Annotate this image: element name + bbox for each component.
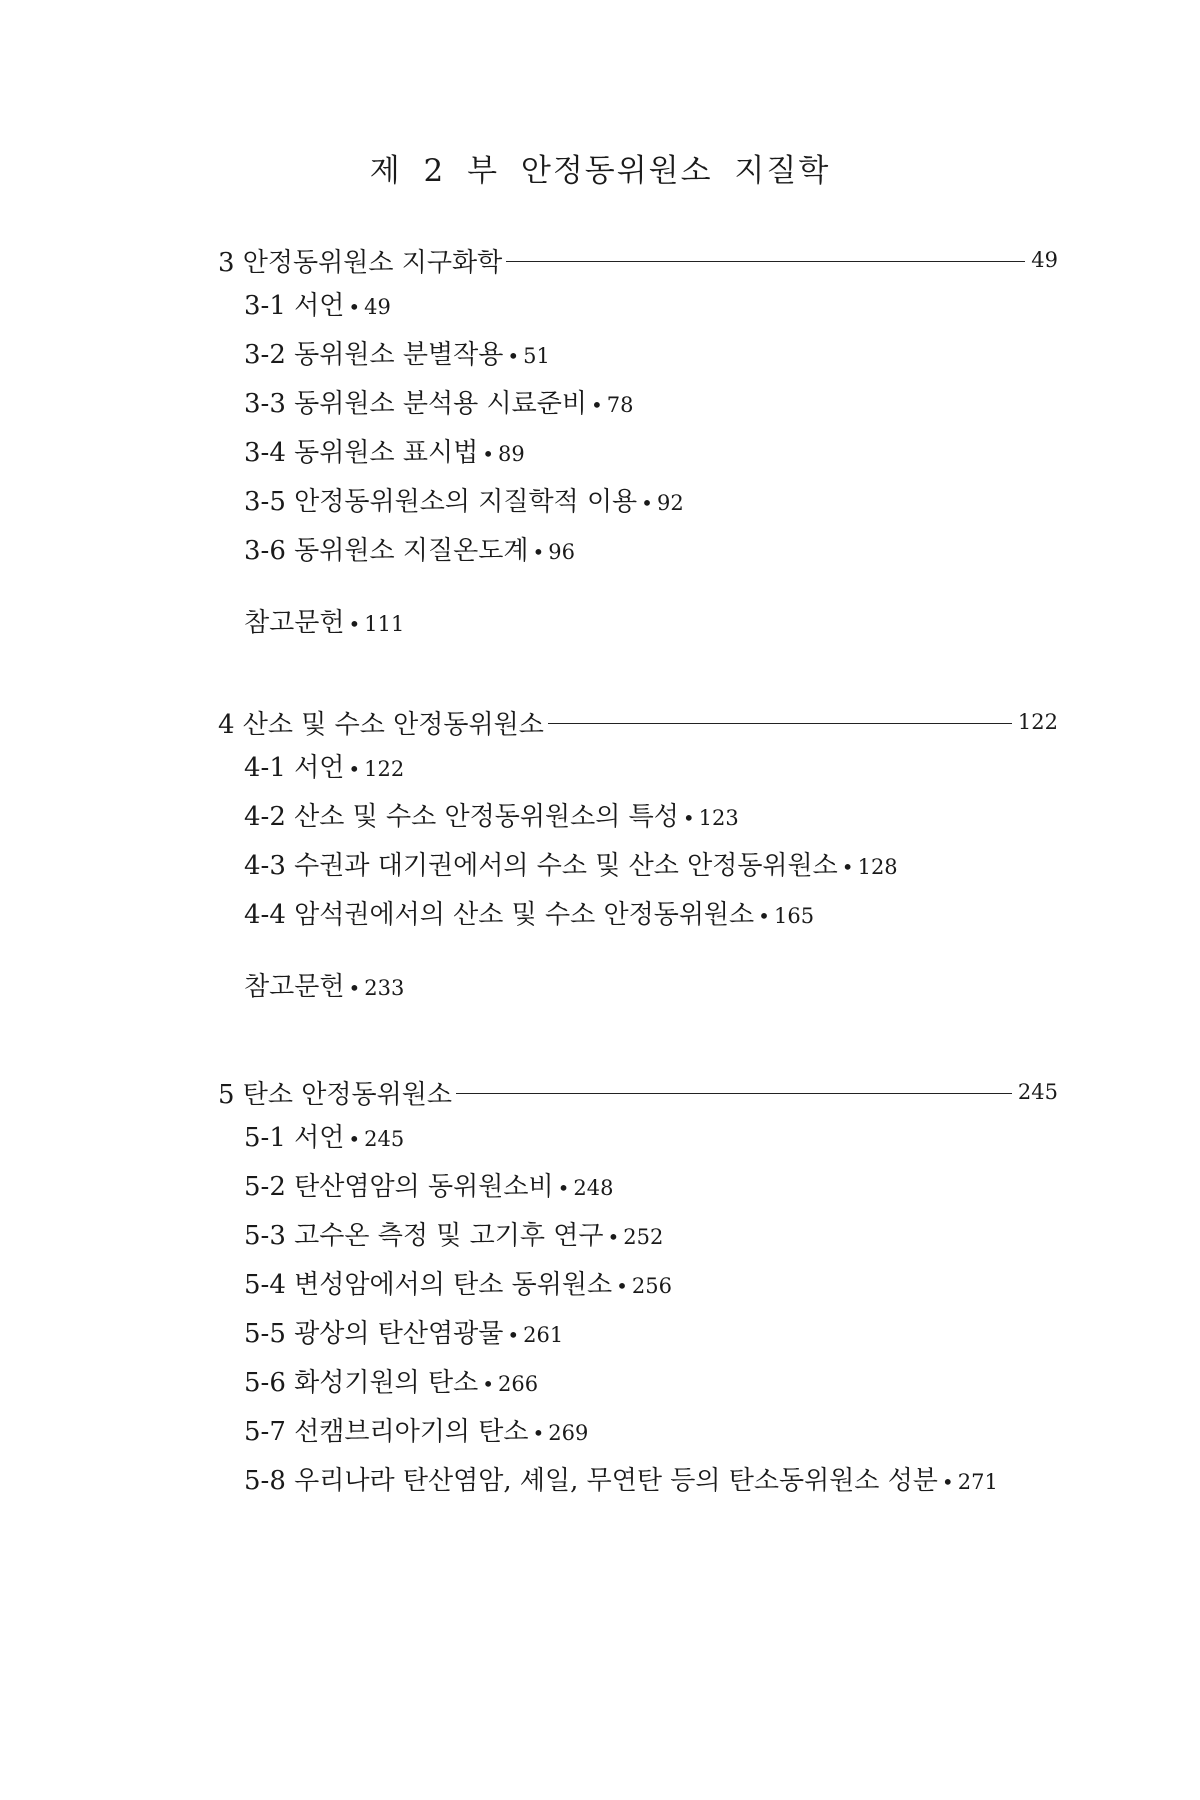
section-label: 5-2 탄산염암의 동위원소비 <box>244 1172 554 1202</box>
bullet-separator: • <box>616 1274 628 1298</box>
section-item[interactable] <box>244 478 1058 527</box>
bullet-separator: • <box>348 612 361 636</box>
bullet-separator: • <box>532 540 545 564</box>
section-page-number: 128 <box>857 855 898 879</box>
chapter-heading[interactable] <box>218 1070 1058 1114</box>
section-label: 3-1 서언 <box>244 291 345 321</box>
section-page-number: 123 <box>698 806 739 830</box>
bullet-separator: • <box>941 1470 954 1494</box>
chapter-title: 5 탄소 안정동위원소 <box>218 1079 452 1110</box>
bullet-separator: • <box>682 806 695 830</box>
section-item[interactable] <box>244 1359 1058 1408</box>
part-title: 제 2 부 안정동위원소 지질학 <box>369 153 831 189</box>
section-item[interactable] <box>244 891 1058 940</box>
references-entry[interactable] <box>218 599 1058 648</box>
bullet-separator: • <box>348 757 361 781</box>
bullet-separator: • <box>590 393 603 417</box>
section-label: 5-4 변성암에서의 탄소 동위원소 <box>244 1270 613 1300</box>
section-label: 5-1 서언 <box>244 1123 345 1153</box>
leader-line <box>506 261 1025 262</box>
references-page-number: 111 <box>364 612 405 636</box>
section-label: 3-5 안정동위원소의 지질학적 이용 <box>244 487 638 517</box>
chapter-heading[interactable] <box>218 700 1058 744</box>
bullet-separator: • <box>482 1372 495 1396</box>
section-page-number: 96 <box>548 540 575 564</box>
chapter-4 <box>218 700 1058 1012</box>
section-item[interactable] <box>244 331 1058 380</box>
section-label: 4-2 산소 및 수소 안정동위원소의 특성 <box>244 802 679 832</box>
section-label: 5-8 우리나라 탄산염암, 셰일, 무연탄 등의 탄소동위원소 성분 <box>244 1466 938 1496</box>
chapter-title: 4 산소 및 수소 안정동위원소 <box>218 709 544 740</box>
chapter-page-number: 49 <box>1031 248 1058 272</box>
references-label: 참고문헌 <box>244 972 345 1002</box>
section-label: 4-1 서언 <box>244 753 345 783</box>
section-list <box>218 282 1058 576</box>
bullet-separator: • <box>557 1176 570 1200</box>
section-page-number: 269 <box>548 1421 589 1445</box>
section-label: 3-4 동위원소 표시법 <box>244 438 479 468</box>
chapter-3 <box>218 238 1058 648</box>
leader-line <box>548 723 1012 724</box>
section-item[interactable] <box>244 1163 1058 1212</box>
section-page-number: 252 <box>623 1225 664 1249</box>
section-item[interactable] <box>244 793 1058 842</box>
section-list <box>218 1114 1058 1506</box>
section-item[interactable] <box>244 842 1058 891</box>
section-item[interactable] <box>244 1212 1058 1261</box>
section-item[interactable] <box>244 282 1058 331</box>
section-item[interactable] <box>244 1310 1058 1359</box>
chapter-page-number: 245 <box>1017 1080 1058 1104</box>
chapter-page-number: 122 <box>1017 710 1058 734</box>
section-item[interactable] <box>244 429 1058 478</box>
chapter-title: 3 안정동위원소 지구화학 <box>218 247 503 278</box>
section-label: 5-6 화성기원의 탄소 <box>244 1368 479 1398</box>
chapter-5 <box>218 1070 1058 1506</box>
bullet-separator: • <box>507 344 520 368</box>
bullet-separator: • <box>758 904 770 928</box>
section-page-number: 261 <box>523 1323 564 1347</box>
bullet-separator: • <box>841 855 854 879</box>
section-page-number: 165 <box>773 904 815 928</box>
section-label: 5-5 광상의 탄산염광물 <box>244 1319 504 1349</box>
section-item[interactable] <box>244 527 1058 576</box>
bullet-separator: • <box>348 295 361 319</box>
section-page-number: 89 <box>498 442 525 466</box>
section-label: 3-3 동위원소 분석용 시료준비 <box>244 389 587 419</box>
section-item[interactable] <box>244 1457 1058 1506</box>
section-page-number: 271 <box>957 1470 998 1494</box>
section-item[interactable] <box>244 380 1058 429</box>
section-label: 4-3 수권과 대기권에서의 수소 및 산소 안정동위원소 <box>244 851 838 881</box>
bullet-separator: • <box>482 442 495 466</box>
section-page-number: 122 <box>364 757 405 781</box>
references-page-number: 233 <box>364 976 405 1000</box>
section-page-number: 49 <box>364 295 391 319</box>
section-label: 3-6 동위원소 지질온도계 <box>244 536 529 566</box>
section-label: 5-3 고수온 측정 및 고기후 연구 <box>244 1221 604 1251</box>
section-page-number: 78 <box>606 393 634 417</box>
section-page-number: 92 <box>656 491 684 515</box>
section-label: 5-7 선캠브리아기의 탄소 <box>244 1417 529 1447</box>
section-item[interactable] <box>244 1261 1058 1310</box>
bullet-separator: • <box>507 1323 520 1347</box>
references-entry[interactable] <box>218 963 1058 1012</box>
section-page-number: 245 <box>364 1127 405 1151</box>
leader-line <box>456 1093 1012 1094</box>
section-label: 4-4 암석권에서의 산소 및 수소 안정동위원소 <box>244 900 755 930</box>
section-list <box>218 744 1058 940</box>
chapter-heading[interactable] <box>218 238 1058 282</box>
section-label: 3-2 동위원소 분별작용 <box>244 340 504 370</box>
section-page-number: 256 <box>631 1274 672 1298</box>
section-item[interactable] <box>244 1114 1058 1163</box>
bullet-separator: • <box>641 491 653 515</box>
bullet-separator: • <box>532 1421 545 1445</box>
section-page-number: 248 <box>573 1176 614 1200</box>
bullet-separator: • <box>607 1225 620 1249</box>
bullet-separator: • <box>348 976 361 1000</box>
references-label: 참고문헌 <box>244 608 345 638</box>
bullet-separator: • <box>348 1127 361 1151</box>
section-item[interactable] <box>244 1408 1058 1457</box>
section-item[interactable] <box>244 744 1058 793</box>
section-page-number: 51 <box>523 344 550 368</box>
section-page-number: 266 <box>498 1372 539 1396</box>
